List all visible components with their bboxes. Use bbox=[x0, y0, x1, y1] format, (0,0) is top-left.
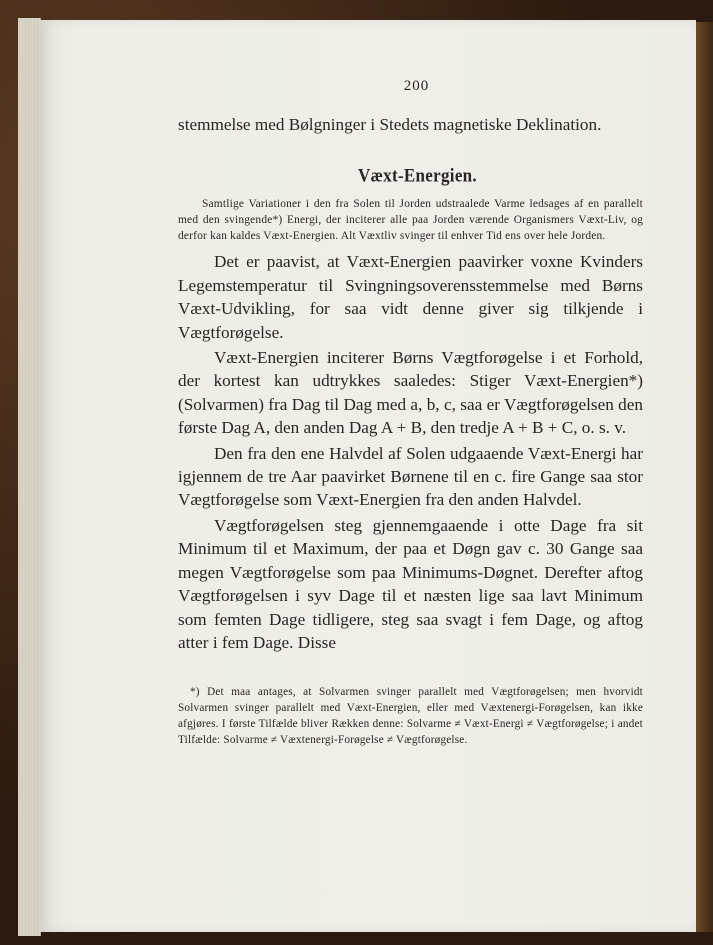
body-paragraph-3: Den fra den ene Halvdel af Solen udgaaende Væxt-Energi har igjennem de tre Aar paavirket Børnene til en c. fire Gange saa stor Vægtforøgelse som Væxt-Energien fra den anden Halvdel. bbox=[178, 443, 643, 510]
page-content bbox=[178, 78, 643, 748]
summary-paragraph: Samtlige Variationer i den fra Solen til Jorden udstraalede Varme ledsages af en parallelt med den svingende*) Energi, der inciterer alle paa Jorden værende Organismers Væxt-Liv, og derfor kan kaldes Væxt-Energien. Alt Væxtliv svinger til enhver Tid ens over hele Jorden. bbox=[178, 198, 643, 243]
opening-paragraph: stemmelse med Bølgninger i Stedets magnetiske Deklination. bbox=[178, 115, 602, 134]
body-paragraph-2: Væxt-Energien inciterer Børns Vægtforøgelse i et Forhold, der kortest kan udtrykkes saaledes: Stiger Væxt-Energien*) (Solvarmen) fra Dag til Dag med a, b, c, saa er Vægtforøgelsen den første Dag A, den anden Dag A + B, den tredje A + B + C, o. s. v. bbox=[178, 348, 643, 438]
body-paragraph-1: Det er paavist, at Væxt-Energien paavirker voxne Kvinders Legemstemperatur til Svingningsoverensstemmelse med Børns Væxt-Udvikling, for saa vidt denne giver sig tilkjende i Vægtforøgelse. bbox=[178, 252, 643, 342]
body-paragraph-4: Vægtforøgelsen steg gjennemgaaende i otte Dage fra sit Minimum til et Maximum, der paa et Døgn gav c. 30 Gange saa megen Vægtforøgelse som paa Minimums-Døgnet. Derefter aftog Vægtforøgelsen i syv Dage til et næsten lige saa lavt Minimum som femten Dage tidligere, steg saa svagt i fem Dage, og aftog atter i fem Dage. Disse bbox=[178, 515, 643, 652]
page-number: 200 bbox=[403, 78, 430, 94]
section-title: Væxt-Energien. bbox=[358, 165, 477, 187]
binding-edge bbox=[696, 22, 713, 932]
page-stack-edge bbox=[18, 18, 41, 936]
footnote: *) Det maa antages, at Solvarmen svinger parallelt med Vægtforøgelsen; men hvorvidt Solvarmen svinger parallelt med Væxt-Energien, eller med Væxtenergi-Forøgelsen, kan ikke afgjøres. I første Tilfælde bliver Rækken denne: Solvarme ≠ Væxt-Energi ≠ Vægtforøgelse; i andet Tilfælde: Solvarme ≠ Væxtenergi-Forøgelse ≠ Vægtforøgelse. bbox=[178, 686, 643, 747]
